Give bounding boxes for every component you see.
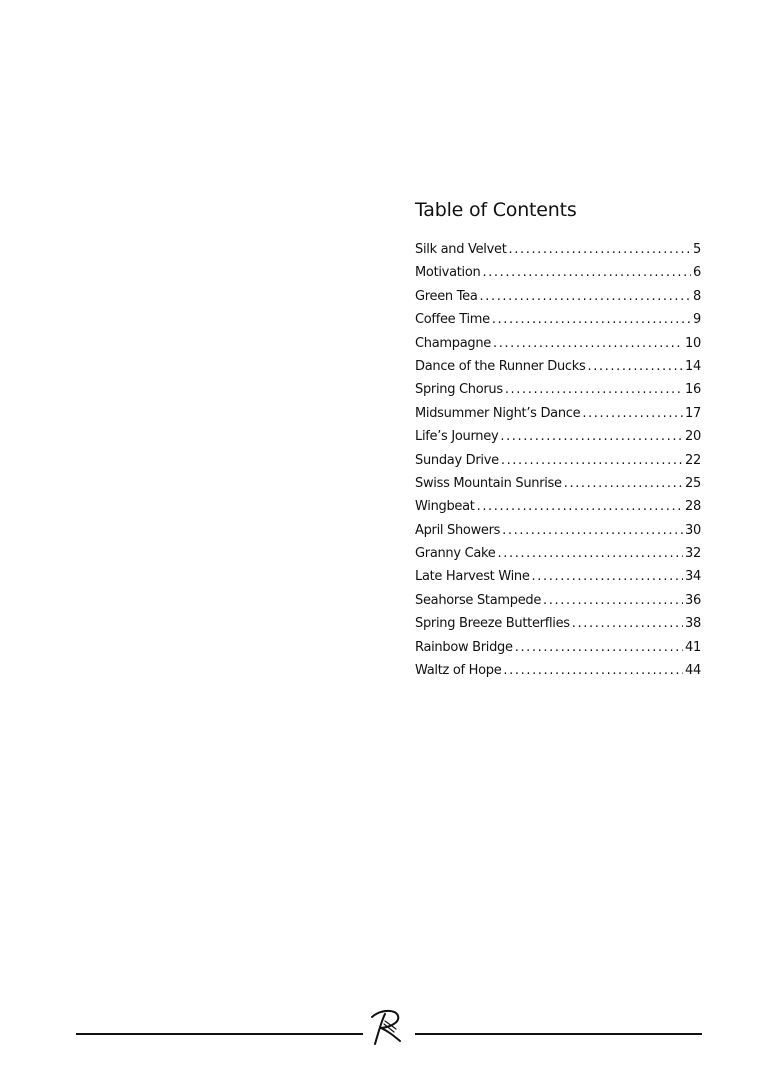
toc-entry-title: Spring Breeze Butterflies: [415, 616, 570, 632]
script-r-logo-icon: [369, 1008, 409, 1048]
dot-leader: [515, 636, 683, 659]
toc-entry-page: 14: [685, 358, 701, 374]
toc-entry-page: 6: [693, 265, 701, 281]
dot-leader: [492, 308, 691, 331]
dot-leader: [501, 449, 683, 472]
toc-entry-page: 25: [685, 475, 701, 491]
toc-entry[interactable]: [415, 308, 701, 331]
dot-leader: [498, 542, 684, 565]
dot-leader: [587, 355, 683, 378]
toc-entry[interactable]: [415, 565, 701, 588]
dot-leader: [502, 519, 683, 542]
toc-entry[interactable]: [415, 472, 701, 495]
toc-entry-title: Swiss Mountain Sunrise: [415, 475, 562, 491]
toc-entry-page: 10: [685, 335, 701, 351]
dot-leader: [480, 285, 692, 308]
toc-entry-page: 17: [685, 405, 701, 421]
toc-entry[interactable]: [415, 261, 701, 284]
toc-entry[interactable]: [415, 355, 701, 378]
toc-entry-title: Granny Cake: [415, 546, 496, 562]
toc-entry[interactable]: [415, 425, 701, 448]
toc-entry-title: Coffee Time: [415, 312, 490, 328]
toc-entry-page: 38: [685, 616, 701, 632]
toc-title: Table of Contents: [415, 199, 577, 221]
toc-entry-page: 36: [685, 592, 701, 608]
footer-rule-left: [76, 1033, 363, 1035]
footer-rule-right: [415, 1033, 702, 1035]
table-of-contents: [415, 198, 701, 682]
dot-leader: [532, 565, 684, 588]
toc-entry-title: Seahorse Stampede: [415, 592, 542, 608]
toc-entry-title: Rainbow Bridge: [415, 639, 513, 655]
dot-leader: [543, 589, 683, 612]
toc-entry-title: Sunday Drive: [415, 452, 499, 468]
toc-entry-page: 8: [693, 288, 701, 304]
toc-entry-title: Waltz of Hope: [415, 663, 502, 679]
toc-entry[interactable]: [415, 238, 701, 261]
toc-entry-title: Late Harvest Wine: [415, 569, 530, 585]
dot-leader: [572, 612, 683, 635]
dot-leader: [493, 332, 683, 355]
dot-leader: [505, 378, 683, 401]
toc-entry[interactable]: [415, 495, 701, 518]
toc-entry-page: 22: [685, 452, 701, 468]
toc-entry-title: Green Tea: [415, 288, 478, 304]
toc-entry-page: 32: [685, 546, 701, 562]
toc-entry[interactable]: [415, 542, 701, 565]
toc-entry-title: Champagne: [415, 335, 491, 351]
dot-leader: [564, 472, 683, 495]
toc-list: [415, 238, 701, 682]
toc-entry[interactable]: [415, 332, 701, 355]
toc-entry[interactable]: [415, 378, 701, 401]
toc-entry[interactable]: [415, 519, 701, 542]
toc-entry-page: 5: [693, 242, 701, 257]
toc-entry-title: Life’s Journey: [415, 429, 499, 445]
page-footer: [76, 1008, 702, 1048]
dot-leader: [500, 425, 683, 448]
toc-entry[interactable]: [415, 612, 701, 635]
toc-entry-title: Motivation: [415, 265, 481, 281]
toc-entry-page: 44: [685, 663, 701, 679]
toc-entry-page: 16: [685, 382, 701, 398]
toc-entry-title: Midsummer Night’s Dance: [415, 405, 581, 421]
toc-entry[interactable]: [415, 636, 701, 659]
toc-entry-page: 28: [685, 499, 701, 515]
dot-leader: [482, 261, 691, 284]
toc-entry-title: Silk and Velvet: [415, 242, 507, 257]
dot-leader: [582, 402, 683, 425]
toc-entry[interactable]: [415, 589, 701, 612]
toc-entry[interactable]: [415, 402, 701, 425]
toc-entry-title: Wingbeat: [415, 499, 475, 515]
toc-entry[interactable]: [415, 659, 701, 682]
toc-entry[interactable]: [415, 285, 701, 308]
toc-entry-page: 34: [685, 569, 701, 585]
dot-leader: [509, 238, 692, 261]
toc-entry-title: Spring Chorus: [415, 382, 503, 398]
dot-leader: [503, 659, 683, 682]
toc-entry-page: 20: [685, 429, 701, 445]
toc-entry-page: 9: [693, 312, 701, 328]
toc-entry-title: April Showers: [415, 522, 501, 538]
toc-entry-page: 30: [685, 522, 701, 538]
dot-leader: [477, 495, 683, 518]
toc-entry-page: 41: [685, 639, 701, 655]
toc-entry[interactable]: [415, 449, 701, 472]
toc-entry-title: Dance of the Runner Ducks: [415, 358, 586, 374]
